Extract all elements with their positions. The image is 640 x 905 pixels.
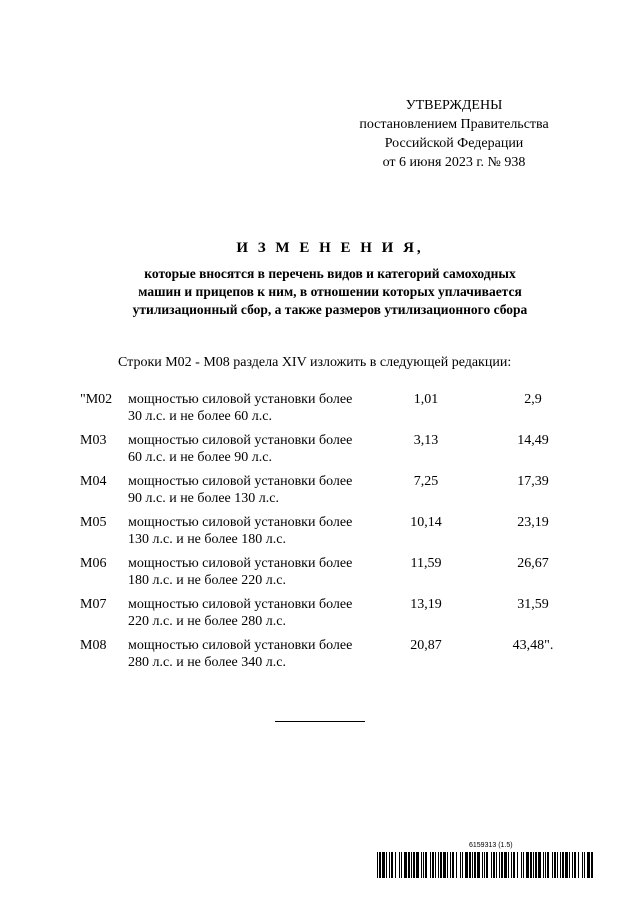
barcode-bar bbox=[438, 852, 439, 878]
row-description-line: мощностью силовой установки более bbox=[128, 597, 353, 612]
barcode-bar bbox=[508, 852, 509, 878]
row-value-1: 7,25 bbox=[413, 474, 439, 489]
row-value-1: 20,87 bbox=[410, 638, 442, 653]
approval-line-2: Российской Федерации bbox=[384, 136, 524, 151]
barcode-bar bbox=[401, 852, 402, 878]
barcode-bar bbox=[552, 852, 553, 878]
barcode-bar bbox=[386, 852, 387, 878]
barcode-bar bbox=[535, 852, 537, 878]
row-value-2: 31,59 bbox=[517, 597, 549, 612]
barcode-bar bbox=[574, 852, 576, 878]
barcode-bar bbox=[432, 852, 434, 878]
row-value-2: 14,49 bbox=[517, 433, 549, 448]
barcode-bar bbox=[521, 852, 522, 878]
row-description-line: мощностью силовой установки более bbox=[128, 392, 353, 407]
barcode-bar bbox=[587, 852, 590, 878]
row-code: M04 bbox=[80, 474, 107, 489]
approval-block bbox=[330, 96, 578, 172]
row-description-line: 90 л.с. и не более 130 л.с. bbox=[128, 491, 279, 506]
row-description bbox=[128, 596, 398, 630]
row-value-1: 3,13 bbox=[413, 433, 439, 448]
row-description-line: мощностью силовой установки более bbox=[128, 638, 353, 653]
table-row bbox=[80, 473, 600, 514]
barcode-bar bbox=[411, 852, 412, 878]
barcode-bar bbox=[554, 852, 556, 878]
table-row bbox=[80, 596, 600, 637]
document-heading bbox=[60, 240, 600, 319]
closing-rule bbox=[275, 721, 365, 722]
barcode-bar bbox=[413, 852, 415, 878]
barcode-bar bbox=[523, 852, 524, 878]
document-subtitle bbox=[60, 265, 600, 319]
barcode-bar bbox=[389, 852, 390, 878]
barcode-bar bbox=[435, 852, 436, 878]
barcode-bar bbox=[416, 852, 419, 878]
barcode-bar bbox=[582, 852, 583, 878]
row-description-line: 30 л.с. и не более 60 л.с. bbox=[128, 409, 272, 424]
row-description-line: 180 л.с. и не более 220 л.с. bbox=[128, 573, 286, 588]
barcode-bar bbox=[421, 852, 422, 878]
row-description-line: 220 л.с. и не более 280 л.с. bbox=[128, 614, 286, 629]
barcode-bar bbox=[450, 852, 451, 878]
barcode-bar bbox=[569, 852, 570, 878]
barcode-bar bbox=[557, 852, 558, 878]
barcode-bar bbox=[404, 852, 407, 878]
row-value-1: 11,59 bbox=[410, 556, 442, 571]
row-description-line: мощностью силовой установки более bbox=[128, 556, 353, 571]
subtitle-line-1: которые вносятся в перечень видов и категорий самоходных bbox=[144, 266, 516, 281]
barcode-bar bbox=[591, 852, 593, 878]
barcode-bar bbox=[423, 852, 424, 878]
barcode-bar bbox=[482, 852, 483, 878]
row-description-line: мощностью силовой установки более bbox=[128, 474, 353, 489]
barcode-bar bbox=[382, 852, 385, 878]
row-value-1: 13,19 bbox=[410, 597, 442, 612]
row-description-line: 280 л.с. и не более 340 л.с. bbox=[128, 655, 286, 670]
barcode-bar bbox=[562, 852, 564, 878]
barcode-bar bbox=[530, 852, 532, 878]
table-row bbox=[80, 514, 600, 555]
barcode-bar bbox=[578, 852, 579, 878]
table-row bbox=[80, 432, 600, 473]
barcode-bar bbox=[395, 852, 396, 878]
barcode-bar bbox=[469, 852, 471, 878]
row-value-2: 2,9 bbox=[524, 392, 542, 407]
row-code: "M02 bbox=[80, 392, 113, 407]
barcode-bar bbox=[511, 852, 512, 878]
barcode-bar bbox=[565, 852, 568, 878]
barcode-bar bbox=[491, 852, 492, 878]
barcode-bar bbox=[547, 852, 549, 878]
row-value-2: 17,39 bbox=[517, 474, 549, 489]
subtitle-line-2: машин и прицепов к ним, в отношении которых уплачивается bbox=[138, 284, 522, 299]
row-code: M07 bbox=[80, 597, 107, 612]
barcode-bar bbox=[584, 852, 585, 878]
row-code: M08 bbox=[80, 638, 107, 653]
table-row bbox=[80, 391, 600, 432]
amendment-table bbox=[80, 391, 600, 678]
row-description bbox=[128, 514, 398, 548]
barcode-bar bbox=[452, 852, 454, 878]
barcode-bar bbox=[474, 852, 476, 878]
barcode-bar bbox=[572, 852, 573, 878]
row-description bbox=[128, 555, 398, 589]
row-value-2: 23,19 bbox=[517, 515, 549, 530]
barcode-bar bbox=[456, 852, 457, 878]
row-value-1: 10,14 bbox=[410, 515, 442, 530]
barcode-bar bbox=[560, 852, 561, 878]
table-row bbox=[80, 555, 600, 596]
row-value-2: 26,67 bbox=[517, 556, 549, 571]
row-code: M05 bbox=[80, 515, 107, 530]
barcode-bar bbox=[496, 852, 497, 878]
barcode-label: 6159313 (1.5) bbox=[469, 842, 513, 849]
barcode-bar bbox=[499, 852, 500, 878]
document-title: И З М Е Н Е Н И Я, bbox=[236, 240, 424, 256]
row-code: M06 bbox=[80, 556, 107, 571]
row-description bbox=[128, 391, 398, 425]
approval-line-1: постановлением Правительства bbox=[359, 117, 549, 132]
barcode-bar bbox=[526, 852, 529, 878]
barcode-bar bbox=[517, 852, 518, 878]
barcode-bar bbox=[545, 852, 546, 878]
approval-line-3: от 6 июня 2023 г. № 938 bbox=[382, 155, 526, 170]
barcode-bar bbox=[465, 852, 468, 878]
row-description bbox=[128, 473, 398, 507]
barcode-bar bbox=[462, 852, 463, 878]
row-code: M03 bbox=[80, 433, 107, 448]
row-description-line: 130 л.с. и не более 180 л.с. bbox=[128, 532, 286, 547]
barcode-bar bbox=[543, 852, 544, 878]
barcode-bar bbox=[379, 852, 381, 878]
barcode-bar bbox=[443, 852, 446, 878]
barcode-bar bbox=[533, 852, 534, 878]
row-description-line: мощностью силовой установки более bbox=[128, 433, 353, 448]
barcode-bar bbox=[504, 852, 507, 878]
row-value-1: 1,01 bbox=[413, 392, 439, 407]
row-description-line: мощностью силовой установки более bbox=[128, 515, 353, 530]
barcode-bar bbox=[408, 852, 410, 878]
barcode-bar bbox=[493, 852, 495, 878]
barcode-bar bbox=[377, 852, 378, 878]
row-description bbox=[128, 432, 398, 466]
barcode-bar bbox=[484, 852, 485, 878]
intro-text: Строки M02 - M08 раздела XIV изложить в следующей редакции: bbox=[118, 355, 512, 370]
barcode-bar bbox=[460, 852, 461, 878]
barcode-bar bbox=[486, 852, 488, 878]
barcode-image bbox=[377, 852, 593, 878]
barcode-bar bbox=[391, 852, 393, 878]
barcode-bar bbox=[477, 852, 480, 878]
approval-title: УТВЕРЖДЕНЫ bbox=[405, 98, 503, 113]
row-description bbox=[128, 637, 398, 671]
barcode-bar bbox=[538, 852, 541, 878]
table-row bbox=[80, 637, 600, 678]
barcode-bar bbox=[472, 852, 473, 878]
barcode-bar bbox=[425, 852, 427, 878]
barcode-bar bbox=[501, 852, 503, 878]
barcode-bar bbox=[399, 852, 400, 878]
row-description-line: 60 л.с. и не более 90 л.с. bbox=[128, 450, 272, 465]
row-value-2: 43,48". bbox=[512, 638, 554, 653]
barcode-bar bbox=[513, 852, 515, 878]
barcode-bar bbox=[447, 852, 448, 878]
barcode-bar bbox=[430, 852, 431, 878]
barcode-bar bbox=[440, 852, 442, 878]
subtitle-line-3: утилизационный сбор, а также размеров утилизационного сбора bbox=[132, 302, 528, 317]
